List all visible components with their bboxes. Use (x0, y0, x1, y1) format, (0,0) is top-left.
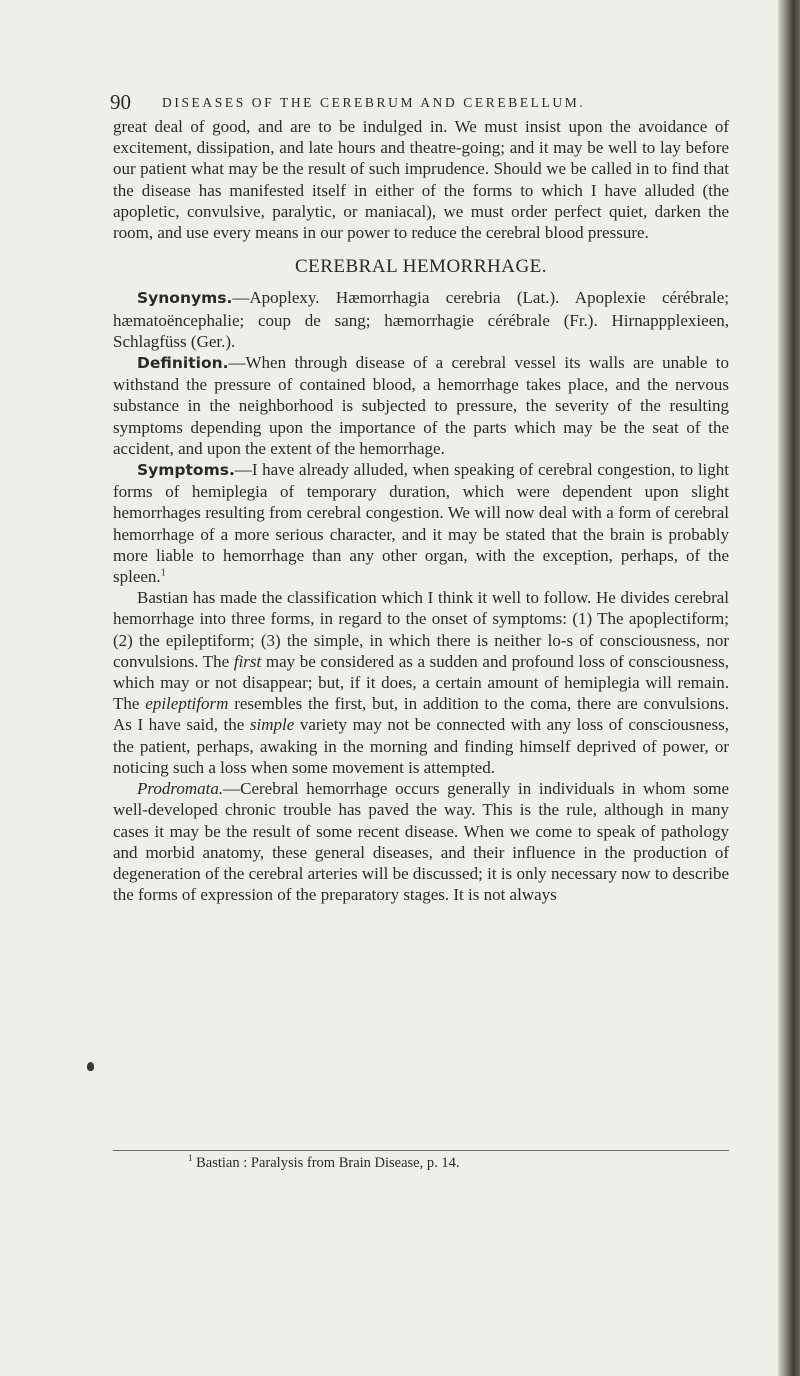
symptoms-text: —I have already alluded, when speaking of cerebral congestion, to light forms of hemiplegia of temporary duration, which were dependent upon slight hemorrhages resulting from cerebral congestion. We will now deal with a form of cerebral hemorrhage of a more serious character, and it may be stated that the brain is probably more liable to hemorrhage than any other organ, with the exception, perhaps, of the spleen. (113, 460, 729, 587)
bastian-text-a: Bastian has made the classification which I think it well to follow. He divides cerebral hemorrhage into three forms, in regard to the onset of symptoms: (1) The apoplectiform; (2) the epileptiform; (3) the simple, in which there is neither lo-s of consciousness, nor convulsions. The (113, 588, 729, 671)
paragraph-prodromata (113, 778, 729, 905)
synonyms-label: Synonyms. (137, 289, 233, 308)
paragraph-symptoms (113, 459, 729, 587)
definition-label: Definition. (137, 354, 229, 373)
page-edge-shadow (778, 0, 800, 1376)
footnote-rule (113, 1150, 729, 1151)
body-text (113, 116, 729, 905)
footnote-text: Bastian : Paralysis from Brain Disease, p. 14. (196, 1155, 460, 1171)
prodromata-text: —Cerebral hemorrhage occurs generally in individuals in whom some well-developed chronic trouble has paved the way. This is the rule, although in many cases it may be the result of some recent disease. When we come to speak of pathology and morbid anatomy, these general diseases, and their influence in the production of degeneration of the cerebral arteries will be discussed; it is only necessary now to describe the forms of expression of the preparatory stages. It is not always (113, 779, 729, 905)
running-title: DISEASES OF THE CEREBRUM AND CEREBELLUM. (162, 95, 586, 110)
definition-text: —When through disease of a cerebral vessel its walls are unable to withstand the pressure of contained blood, a hemorrhage takes place, and the nervous substance in the neighborhood is subjected to pressure, the severity of the resulting symptoms depending upon the importance of the parts which may be the seat of the accident, and upon the extent of the hemorrhage. (113, 353, 729, 458)
symptoms-label: Symptoms. (137, 461, 235, 480)
bastian-text-b: may be considered as a sudden and profound loss of consciousness, which may or not disappear; but, if it does, a certain amount of hemiplegia will remain. The (113, 651, 729, 714)
bastian-text-c: resembles the first, but, in addition to the coma, there are convulsions. As I have said, the (113, 694, 730, 735)
page-number: 90 (110, 90, 131, 114)
bastian-text-d: variety may not be connected with any loss of consciousness, the patient, perhaps, awaking in the morning and finding himself deprived of power, or noticing such a loss when some movement is attempted. (113, 715, 729, 777)
prodromata-label: Prodromata. (137, 779, 224, 799)
paragraph-intro: great deal of good, and are to be indulged in. We must insist upon the avoidance of excitement, dissipation, and late hours and theatre-going; and it may be well to lay before our patient what may be the result of such imprudence. Should we be called in to find that the disease has manifested itself in either of the forms to which I have alluded (the apopletic, convulsive, paralytic, or maniacal), we must order perfect quiet, darken the room, and use every means in our power to reduce the cerebral blood pressure. (113, 117, 729, 243)
section-heading: CEREBRAL HEMORRHAGE. (294, 256, 548, 278)
paragraph-bastian (113, 587, 729, 778)
running-head (110, 90, 720, 116)
synonyms-text: —Apoplexy. Hæmorrhagia cerebria (Lat.). Apoplexie cérébrale; hæmatoëncephalie; coup de sang; hæmorrhagie cérébrale (Fr.). Hirnappplexieen, Schlagfüss (Ger.). (113, 288, 729, 351)
paragraph-synonyms (113, 287, 729, 352)
paragraph-definition (113, 352, 729, 459)
bastian-epileptiform: epileptiform (145, 694, 229, 714)
bastian-first: first (233, 651, 262, 671)
footnote-reference: 1 (160, 567, 166, 579)
footnote (188, 1154, 708, 1172)
bastian-simple: simple (249, 715, 295, 735)
ink-mark (87, 1062, 94, 1071)
footnote-number: 1 (188, 1153, 193, 1164)
